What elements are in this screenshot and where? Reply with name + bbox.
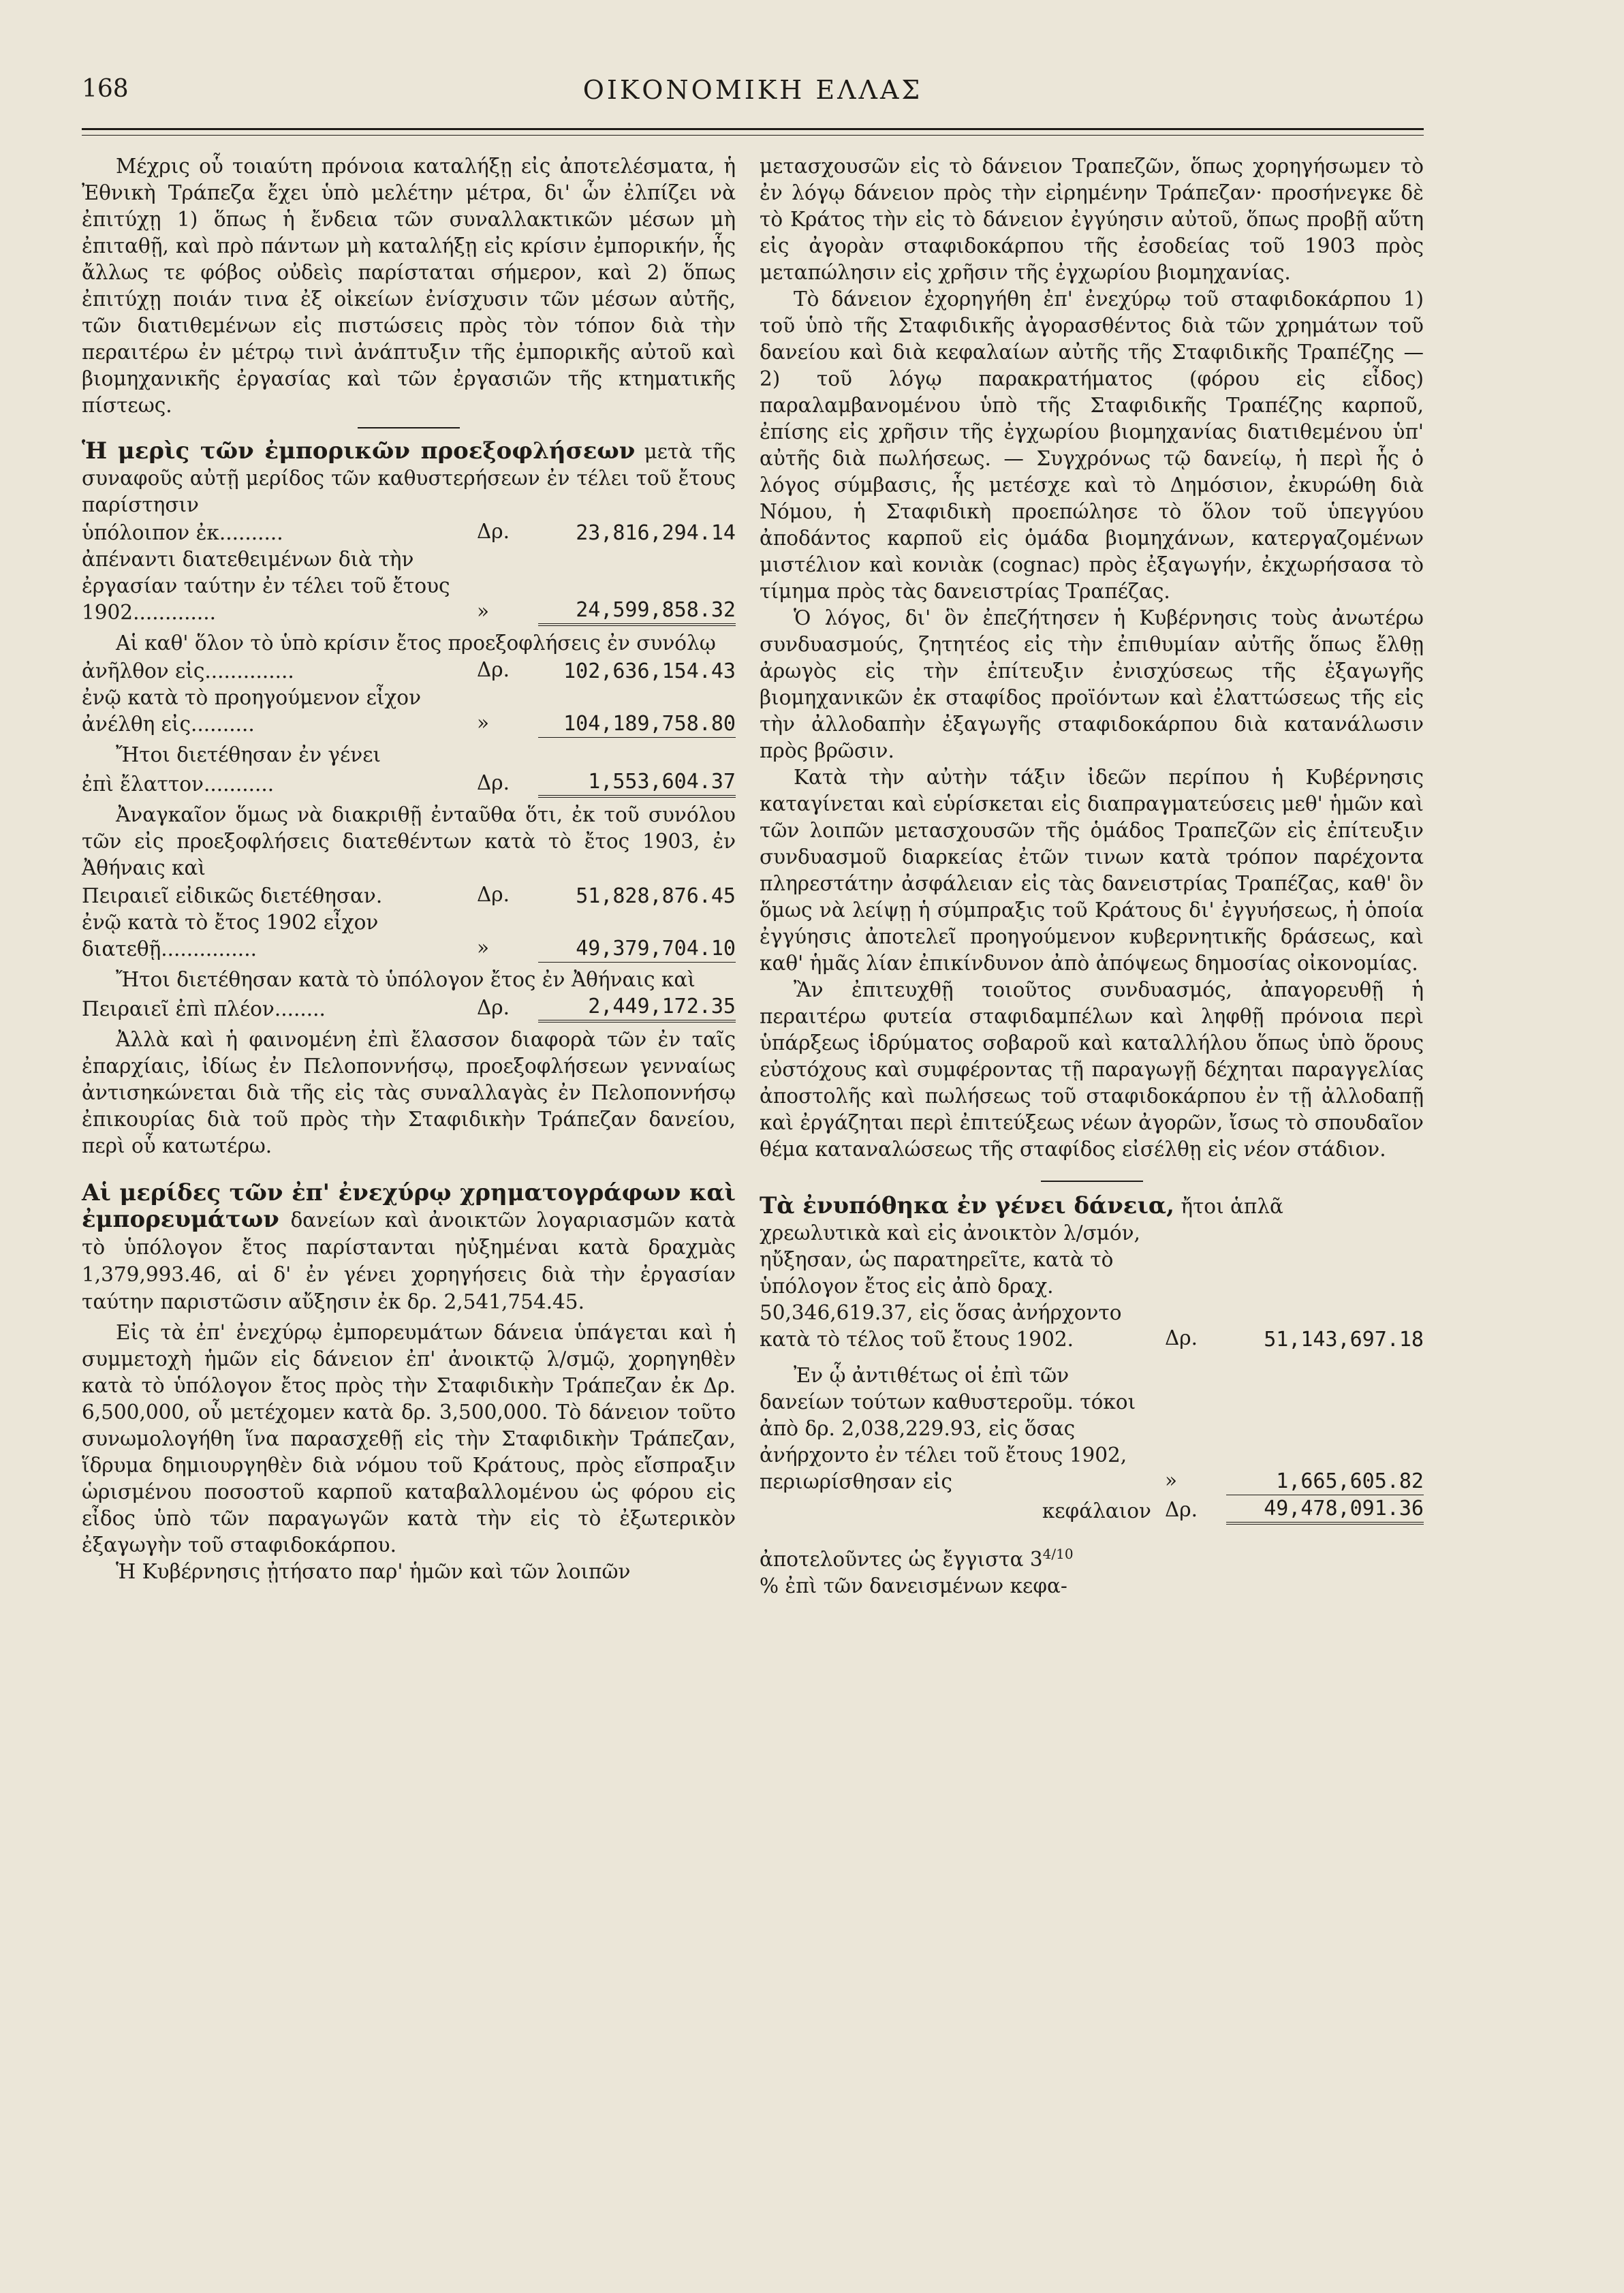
figure-label: Πειραιεῖ εἰδικῶς διετέθησαν.	[82, 884, 383, 907]
figure-amount: 102,636,154.43	[563, 659, 736, 683]
section-separator	[358, 427, 460, 428]
paragraph-tail	[760, 1541, 1424, 1600]
paragraph-reason: Ὁ λόγος, δι' ὃν ἐπεζήτησεν ἡ Κυβέρνησις τοὺς ἀνωτέρω συνδυασμούς, ζητητέος εἰς τὴν ἐπιθυμίαν αὐτῆς ὅπως ἔλθῃ ἀρωγὸς εἰς τὴν ἐπίτευξιν ἐνισχύσεως τῆς ἐξαγωγῆς βιομηχανικῶν ἐκ σταφίδος προϊόντων καὶ ἐλαττώσεως τῆς εἰς τὴν ἀλλοδαπὴν ἐξαγωγῆς σταφιδοκάρπου διὰ κατανάλωσιν πρὸς βρῶσιν.	[760, 606, 1424, 762]
figure-amount: 49,478,091.36	[1226, 1495, 1424, 1525]
section-mortgage	[760, 1193, 1424, 1220]
figure-row-capital	[760, 1495, 1424, 1525]
paragraph-outlook: Ἂν ἐπιτευχθῇ τοιοῦτος συνδυασμός, ἀπαγορευθῇ ἡ περαιτέρω φυτεία σταφιδαμπέλων καὶ ληφθῇ πρόνοια περὶ ὑπάρξεως ἱδρύματος σοβαροῦ καὶ καταλλήλου ὅπως ὑπὸ ὅρους εὐστόχους καὶ συμφέροντας τῇ παραγωγῇ δέχηται παραγγελίας ἀποστολῆς καὶ πωλήσεως τοῦ σταφιδοκάρπου ἐν τῇ ἀλλοδαπῇ καὶ ἐργάζηται περὶ ἐπιτεύξεως νέων ἀγορῶν, ἴσως τὸ σπουδαῖον θέμα καταναλώσεως τῆς σταφίδος εἰσέλθῃ εἰς νέον στάδιον.	[760, 978, 1424, 1161]
paragraph-government: Ἡ Κυβέρνησις ᾐτήσατο παρ' ἡμῶν καὶ τῶν λοιπῶν	[116, 1560, 631, 1583]
figure-label: ἀνῆλθον εἰς..............	[82, 659, 294, 683]
figure-amount: 51,828,876.45	[576, 884, 736, 908]
figure-row-interest-arrears	[760, 1362, 1424, 1495]
section-heading-mortgage: Τὰ ἐνυπόθηκα ἐν γένει δάνεια,	[760, 1192, 1174, 1219]
figure-row-balance	[82, 518, 736, 546]
paragraph-less: Ἤτοι διετέθησαν ἐν γένει	[116, 743, 381, 766]
figure-currency: Δρ.	[477, 520, 510, 543]
section-pledges	[82, 1180, 736, 1315]
section-commercial	[82, 438, 736, 518]
figure-currency: »	[1165, 1469, 1178, 1492]
figure-amount: 2,449,172.35	[538, 993, 736, 1023]
paragraph-currant-loan: Εἰς τὰ ἐπ' ἐνεχύρῳ ἐμπορευμάτων δάνεια ὑπάγεται καὶ ἡ συμμετοχὴ ἡμῶν εἰς δάνειον ἐπ' ἀνοικτῷ λ/σμῷ, χορηγηθὲν κατὰ τὸ ὑπόλογον ἔτος πρὸς τὴν Σταφιδικὴν Τράπεζαν ἐκ Δρ. 6,500,000, οὗ μετέχομεν κατὰ δρ. 3,500,000. Τὸ δάνειον τοῦτο συνωμολογήθη ἵνα παρασχεθῇ εἰς τὴν Σταφιδικὴν Τράπεζαν, ἵδρυμα δημιουργηθὲν διὰ νόμου τοῦ Κράτους, πρὸς εἴσπραξιν ὡρισμένου ποσοστοῦ καρποῦ καταβαλλομένου ὡς φόρου εἰς εἶδος ὑπὸ τῶν παραγωγῶν κατὰ τὴν εἰς τὸ ἐξωτερικὸν ἐξαγωγὴν τοῦ σταφιδοκάρπου.	[82, 1321, 736, 1557]
running-title: ΟΙΚΟΝΟΜΙΚΗ ΕΛΛΑΣ	[582, 75, 923, 105]
paragraph-more: Ἤτοι διετέθησαν κατὰ τὸ ὑπόλογον ἔτος ἐν Ἀθήναις καὶ	[116, 968, 696, 991]
figure-label: Πειραιεῖ ἐπὶ πλέον........	[82, 997, 326, 1020]
figure-currency: Δρ.	[477, 883, 510, 906]
figure-label: ἀπέναντι διατεθειμένων διὰ τὴν ἐργασίαν ταύτην ἐν τέλει τοῦ ἔτους 1902.............	[82, 548, 450, 624]
section-heading-cont: ἤτοι ἁπλᾶ	[1181, 1195, 1283, 1218]
figure-amount: 49,379,704.10	[538, 935, 736, 963]
left-column	[82, 153, 736, 1585]
paragraph-athens: Ἀναγκαῖον ὅμως νὰ διακριθῇ ἐνταῦθα ὅτι, ἐκ τοῦ συνόλου τῶν εἰς προεξοφλήσεις διατεθέντων κατὰ τὸ ἔτος 1903, ἐν Ἀθήναις καὶ	[82, 803, 736, 879]
page-number: 168	[82, 75, 129, 103]
figure-row-athens-1903	[82, 882, 736, 909]
header-rule-thick	[82, 128, 1424, 130]
figure-currency: »	[477, 599, 490, 623]
section-heading-cont: δανείων καὶ ἀνοικτῶν λογαριασμῶν κατὰ τὸ ὑπόλογον ἔτος παρίστανται ηὐξημέναι κατὰ δραχμὰς 1,379,993.46, αἱ δ' ἐν γένει χορηγήσεις διὰ τὴν ἐργασίαν ταύτην παριστῶσιν αὔξησιν ἐκ δρ. 2,541,754.45.	[82, 1208, 736, 1313]
page-header	[82, 68, 1424, 123]
figure-label: ἐνῷ κατὰ τὸ προηγούμενον εἶχον ἀνέλθη εἰς..........	[82, 686, 421, 736]
figure-row-previous-year	[82, 685, 736, 738]
figure-label: χρεωλυτικὰ καὶ εἰς ἀνοικτὸν λ/σμόν, ηὔξησαν, ὡς παρατηρεῖτε, κατὰ τὸ ὑπόλογον ἔτος εἰς ἀπὸ δραχ. 50,346,619.37, εἰς ὅσας ἀνήρχοντο κατὰ τὸ τέλος τοῦ ἔτους 1902.	[760, 1221, 1140, 1351]
section-separator	[1041, 1181, 1143, 1182]
figure-label: Ἐν ᾧ ἀντιθέτως οἱ ἐπὶ τῶν δανείων τούτων καθυστεροῦμ. τόκοι ἀπὸ δρ. 2,038,229.93, εἰς ὅσας ἀνήρχοντο ἐν τέλει τοῦ ἔτους 1902, περιωρίσθησαν εἰς	[760, 1364, 1136, 1493]
figure-currency: Δρ.	[477, 771, 510, 794]
figure-amount: 23,816,294.14	[576, 521, 736, 545]
paragraph-continued: μετασχουσῶν εἰς τὸ δάνειον Τραπεζῶν, ὅπως χορηγήσωμεν τὸ ἐν λόγῳ δάνειον πρὸς τὴν εἰρημένην Τράπεζαν· προσήνεγκε δὲ τὸ Κράτος τὴν εἰς τὸ δάνειον ἐγγύησιν αὐτοῦ, ὅπως προβῇ αὕτη εἰς ἀγορὰν σταφιδοκάρπου τῆς ἐσοδείας τοῦ 1903 πρὸς μεταπώλησιν εἰς χρῆσιν τῆς ἐγχωρίου βιομηχανίας.	[760, 155, 1424, 284]
figure-row-total-discounts	[82, 657, 736, 685]
section-heading-discounts: Ἡ μερὶς τῶν ἐμπορικῶν προεξοφλήσεων	[82, 437, 636, 465]
figure-amount: 51,143,697.18	[1264, 1328, 1424, 1352]
figure-label: ἐνῷ κατὰ τὸ ἔτος 1902 εἶχον διατεθῇ...............	[82, 911, 379, 961]
section-heading-pledges: Αἱ μερίδες τῶν ἐπ' ἐνεχύρῳ χρηματογράφων καὶ ἐμπορευμάτων	[82, 1179, 736, 1233]
figure-currency: Δρ.	[477, 996, 510, 1019]
figure-row-athens-1902	[82, 909, 736, 963]
section-heading-cont: μετὰ τῆς συναφοῦς αὐτῇ μερίδος τῶν καθυστερήσεων ἐν τέλει τοῦ ἔτους παρίστησιν	[82, 440, 736, 516]
figure-label: ὑπόλοιπον ἐκ..........	[82, 521, 283, 544]
tail-text: ἀποτελοῦντες ὡς ἔγγιστα 3	[760, 1547, 1043, 1571]
figure-row-available-1902	[82, 546, 736, 626]
figure-label: κεφάλαιον	[1042, 1499, 1151, 1523]
header-rule-thin	[82, 135, 1424, 136]
tail-text-continued: % ἐπὶ τῶν δανεισμένων κεφα-	[760, 1574, 1067, 1597]
figure-row-less	[82, 768, 736, 798]
figure-currency: Δρ.	[1165, 1326, 1198, 1350]
paragraph-discounts-total: Αἱ καθ' ὅλον τὸ ὑπὸ κρίσιν ἔτος προεξοφλήσεις ἐν συνόλῳ	[116, 631, 716, 655]
figure-currency: »	[477, 936, 490, 959]
figure-currency: Δρ.	[1165, 1498, 1198, 1521]
figure-currency: Δρ.	[477, 658, 510, 681]
intro-paragraph: Μέχρις οὗ τοιαύτη πρόνοια καταλήξῃ εἰς ἀποτελέσματα, ἡ Ἐθνικὴ Τράπεζα ἔχει ὑπὸ μελέτην μέτρα, δι' ὧν ἐλπίζει νὰ ἐπιτύχῃ 1) ὅπως ἡ ἔνδεια τῶν συναλλακτικῶν μέσων μὴ ἐπιταθῇ, καὶ πρὸ πάντων μὴ καταλήξῃ εἰς κρίσιν ἐμπορικήν, ἧς ἄλλως τε φόβος οὐδεὶς παρίσταται σήμερον, καὶ 2) ὅπως ἐπιτύχῃ ποιάν τινα ἐξ οἰκείων ἐνίσχυσιν τῶν μέσων αὐτῆς, τῶν διατιθεμένων εἰς πιστώσεις πρὸς τὸν τόπον διὰ τὴν περαιτέρω ἐν μέτρῳ τινὶ ἀνάπτυξιν τῆς ἐμπορικῆς αὐτοῦ καὶ βιομηχανικῆς ἐργασίας καὶ τῶν ἐργασιῶν τῆς κτηματικῆς πίστεως.	[82, 155, 736, 417]
figure-amount: 1,665,605.82	[1226, 1468, 1424, 1495]
paragraph-provinces: Ἀλλὰ καὶ ἡ φαινομένη ἐπὶ ἔλασσον διαφορὰ τῶν ἐν ταῖς ἐπαρχίαις, ἰδίως ἐν Πελοποννήσῳ, προεξοφλήσεων γενναίως ἀντισηκώνεται διὰ τῆς εἰς τὰς συναλλαγὰς ἐν Πελοποννήσῳ ἐπικουρίας διὰ τοῦ πρὸς τὴν Σταφιδικὴν Τράπεζαν δανείου, περὶ οὗ κατωτέρω.	[82, 1028, 736, 1157]
paragraph-loan-pledge: Τὸ δάνειον ἐχορηγήθη ἐπ' ἐνεχύρῳ τοῦ σταφιδοκάρπου 1) τοῦ ὑπὸ τῆς Σταφιδικῆς ἀγορασθέντος διὰ τῶν χρημάτων τοῦ δανείου καὶ διὰ κεφαλαίων αὐτῆς τῆς Σταφιδικῆς Τραπέζης — 2) τοῦ λόγῳ παρακρατήματος (φόρου εἰς εἶδος) παραλαμβανομένου ὑπὸ τῆς Σταφιδικῆς Τραπέζης καρποῦ, ἐπίσης εἰς χρῆσιν τῆς ἐγχωρίου βιομηχανίας διατιθεμένου ὑπ' αὐτῆς διὰ πωλήσεως. — Συγχρόνως τῷ δανείῳ, ἡ περὶ ἧς ὁ λόγος σύμβασις, ἧς μετέσχε καὶ τὸ Δημόσιον, ἐκυρώθη διὰ Νόμου, ἡ Σταφιδικὴ προεπώλησε τὸ ὅλον τοῦ ὑπεγγύου ἀποδάντος καρποῦ εἰς ὁμάδα βιομηχάνων, κατεργαζομένων μιστέλιον καὶ κονιὰκ (cognac) πρὸς ἐξαγωγήν, ἐκχωρήσασα τὸ τίμημα πρὸς τὰς δανειστρίας Τραπέζας.	[760, 287, 1424, 603]
figure-currency: »	[477, 711, 490, 734]
figure-amount: 1,553,604.37	[538, 768, 736, 798]
figure-amount: 104,189,758.80	[538, 711, 736, 738]
figure-label: ἐπὶ ἔλαττον...........	[82, 773, 275, 796]
figure-row-more	[82, 993, 736, 1023]
fraction: 4/10	[1042, 1546, 1074, 1562]
figure-row-mortgage-loans	[760, 1220, 1424, 1353]
right-column	[760, 153, 1424, 1600]
paragraph-negotiations: Κατὰ τὴν αὐτὴν τάξιν ἰδεῶν περίπου ἡ Κυβέρνησις καταγίνεται καὶ εὑρίσκεται εἰς διαπραγματεύσεις μεθ' ἡμῶν καὶ τῶν λοιπῶν μετασχουσῶν τῆς ὁμάδος Τραπεζῶν εἰς ἐπίτευξιν συνδυασμοῦ διαρκείας ἐτῶν τινων κατὰ τρόπον παρέχοντα πληρεστάτην ἀσφάλειαν εἰς τὰς δανειστρίας Τραπέζας, καθ' ὃν ὅμως νὰ λείψῃ ἡ σύμπραξις τοῦ Κράτους δι' ἐγγυήσεως, ἡ ὁποία ἐγγύησις ἀποτελεῖ προηγούμενον κυβερνητικῆς δράσεως, καὶ καθ' ἡμᾶς λίαν ἐπικίνδυνον ἀπὸ ἀπόψεως δημοσίας οἰκονομίας.	[760, 766, 1424, 975]
figure-amount: 24,599,858.32	[538, 597, 736, 626]
